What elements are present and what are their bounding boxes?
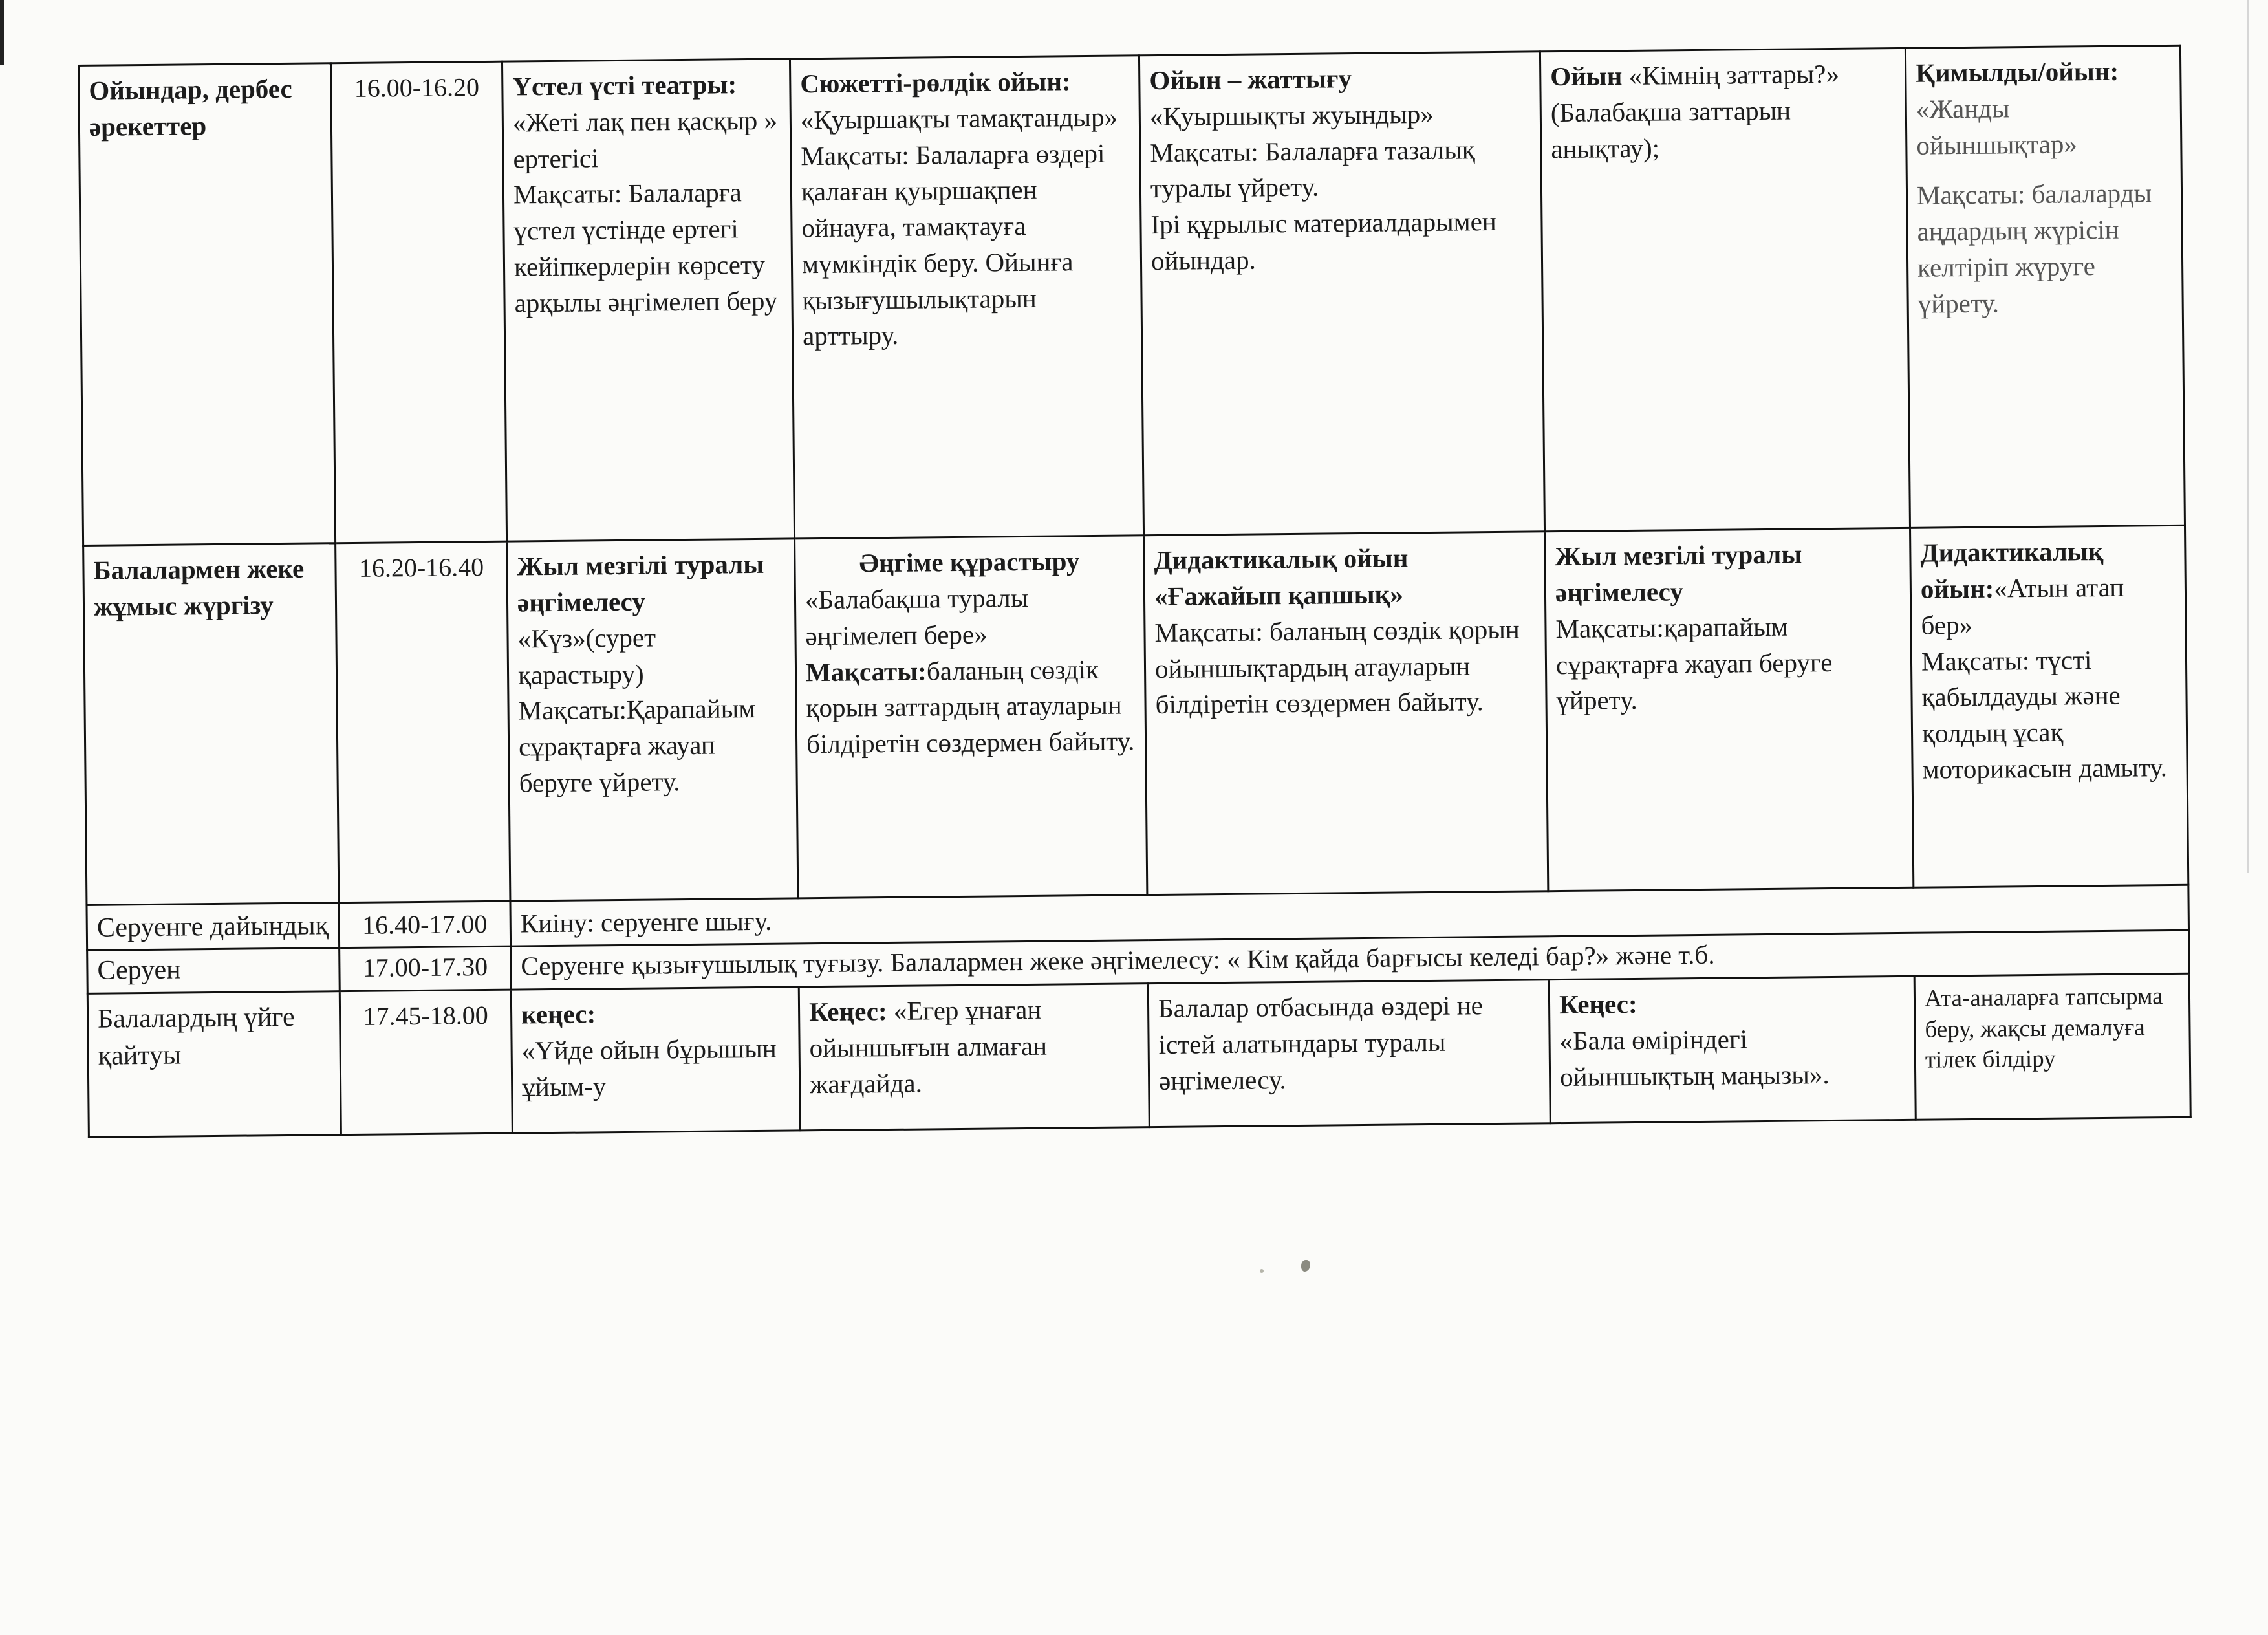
activity-cell [1910,526,2188,887]
activity-text: Ата-аналарға тапсырма беру, жақсы демалуға тілек білдіру [1924,983,2163,1074]
activity-cell [790,56,1143,539]
time-cell [336,542,510,903]
scan-speck [1260,1269,1264,1273]
activity-cell [795,536,1147,898]
activity-text: Балалар отбасында өздері не істей алатындары туралы әңгімелесу. [1158,990,1484,1096]
activity-goal [806,651,1136,763]
goal-label: Мақсаты: [805,656,927,687]
activity-text: «Жеті лақ пен қасқыр » ертегісі [512,105,778,174]
time-cell [330,61,506,543]
time-cell [340,990,512,1134]
section-label: Серуен [97,955,181,986]
scan-edge-shadow [2247,0,2249,873]
table-row [87,973,2190,1137]
section-label: Балалармен жеке жұмыс жүргізу [93,554,305,622]
activity-title: Дидактикалық ойын «Ғажайып қапшық» [1154,543,1409,612]
activity-goal: Мақсаты: Балаларға тазалық туралы үйрету. [1150,134,1475,204]
activity-text: «Атын атап бер» [1921,572,2124,640]
activity-title: Кеңес: [808,996,887,1027]
activity-text: «Егер ұнаған ойыншығын алмаған жағдайда. [809,994,1048,1099]
activity-title: Жыл мезгілі туралы әңгімелесу [1555,539,1802,608]
time-cell [339,901,511,948]
activity-title: Әңгіме құрастыру [859,546,1080,578]
activity-text: «Күз»(сурет қарастыру) [517,622,656,690]
activity-goal: Мақсаты:қарапайым сұрақтарға жауап беруге үйрету. [1555,611,1833,716]
scan-speck [1301,1260,1310,1272]
scan-edge [0,0,4,65]
activity-title: Дидактикалық ойын: [1920,536,2104,604]
section-cell [79,63,336,546]
activity-cell [1144,532,1548,894]
activity-text: «Жанды ойыншықтар» [1916,93,2078,160]
activity-title: Сюжетті-рөлдік ойын: [800,66,1071,99]
activity-text: «Балабақша туралы әңгімелеп бере» [805,583,1029,651]
activity-text: «Қуыршақты тамақтандыр» [800,102,1118,135]
activity-text: Ірі құрылыс материалдарымен ойындар. [1150,206,1496,276]
section-label: Балалардың үйге қайтуы [97,1002,295,1072]
activity-title: Ойын – жаттығу [1149,63,1352,96]
activity-goal: Мақсаты: балаларды аңдардың жүрісін келтіріп жүруге үйрету. [1916,178,2152,319]
activity-title: Үстел үсті театры: [512,69,737,102]
activity-goal: Мақсаты: түсті қабылдауды және қолдың ұсақ моторикасын дамыту. [1921,644,2168,785]
activity-title: Қимылды/ойын: [1916,56,2119,88]
activity-cell [799,984,1149,1131]
time-label: 16.40-17.00 [362,909,488,940]
goal-text: баланың сөздік қорын заттардың атауларын білдіретін сөздермен байыту. [806,654,1135,759]
activity-text: «Кімнің заттары?» (Балабақша заттарын анықтау); [1550,58,1840,164]
activity-cell [1545,528,1914,891]
activity-goal: Мақсаты: Балаларға өздері қалаған қуыршақпен ойнауға, тамақтауға мүмкіндік беру. Ойынға қызығушылықтарын арттыру. [801,138,1105,351]
activity-goal: Мақсаты:Қарапайым сұрақтарға жауап беруге үйрету. [518,693,756,798]
time-label: 17.00-17.30 [362,952,488,983]
section-cell [87,902,340,951]
activity-cell [1905,45,2185,528]
time-label: 16.20-16.40 [358,552,484,583]
activity-title: Ойын [1550,61,1623,92]
activity-cell [1914,973,2190,1120]
activity-cell [511,987,800,1133]
section-label: Серуенге дайындық [96,910,329,943]
activity-cell [502,59,794,542]
section-cell [87,991,341,1138]
activity-text: «Үйде ойын бұрышын ұйым-у [521,1033,777,1102]
table-row [83,526,2188,905]
activity-text: Киіну: серуенге шығу. [520,905,772,938]
activity-cell [1540,48,1910,532]
time-label: 17.45-18.00 [363,1001,489,1032]
section-cell [83,543,339,905]
activity-goal: Мақсаты: Балаларға үстел үстінде ертегі кейіпкерлерін көрсету арқылы әңгімелеп беру [513,177,778,318]
activity-text: «Қуыршықты жуындыр» [1149,98,1434,131]
section-label: Ойындар, дербес әрекеттер [89,73,292,142]
daily-schedule-table [78,45,2192,1138]
table-row [79,45,2185,546]
activity-cell [507,539,798,900]
activity-title: кеңес: [521,999,596,1030]
time-cell [340,947,512,991]
time-label: 16.00-16.20 [354,72,480,103]
activity-text: Серуенге қызығушылық туғызу. Балалармен жеке әңгімелесу: « Кім қайда барғысы келеді бар?» және т.б. [521,940,1715,981]
activity-cell [1139,52,1544,536]
activity-text: «Бала өміріндегі ойыншықтың маңызы». [1559,1024,1830,1092]
activity-cell [1148,980,1550,1127]
activity-goal: Мақсаты: баланың сөздік қорын ойыншықтардың атауларын білдіретін сөздермен байыту. [1154,614,1520,720]
activity-cell [1549,976,1916,1123]
activity-title: Жыл мезгілі туралы әңгімелесу [517,549,764,618]
section-cell [87,948,340,993]
activity-title: Кеңес: [1559,989,1637,1020]
